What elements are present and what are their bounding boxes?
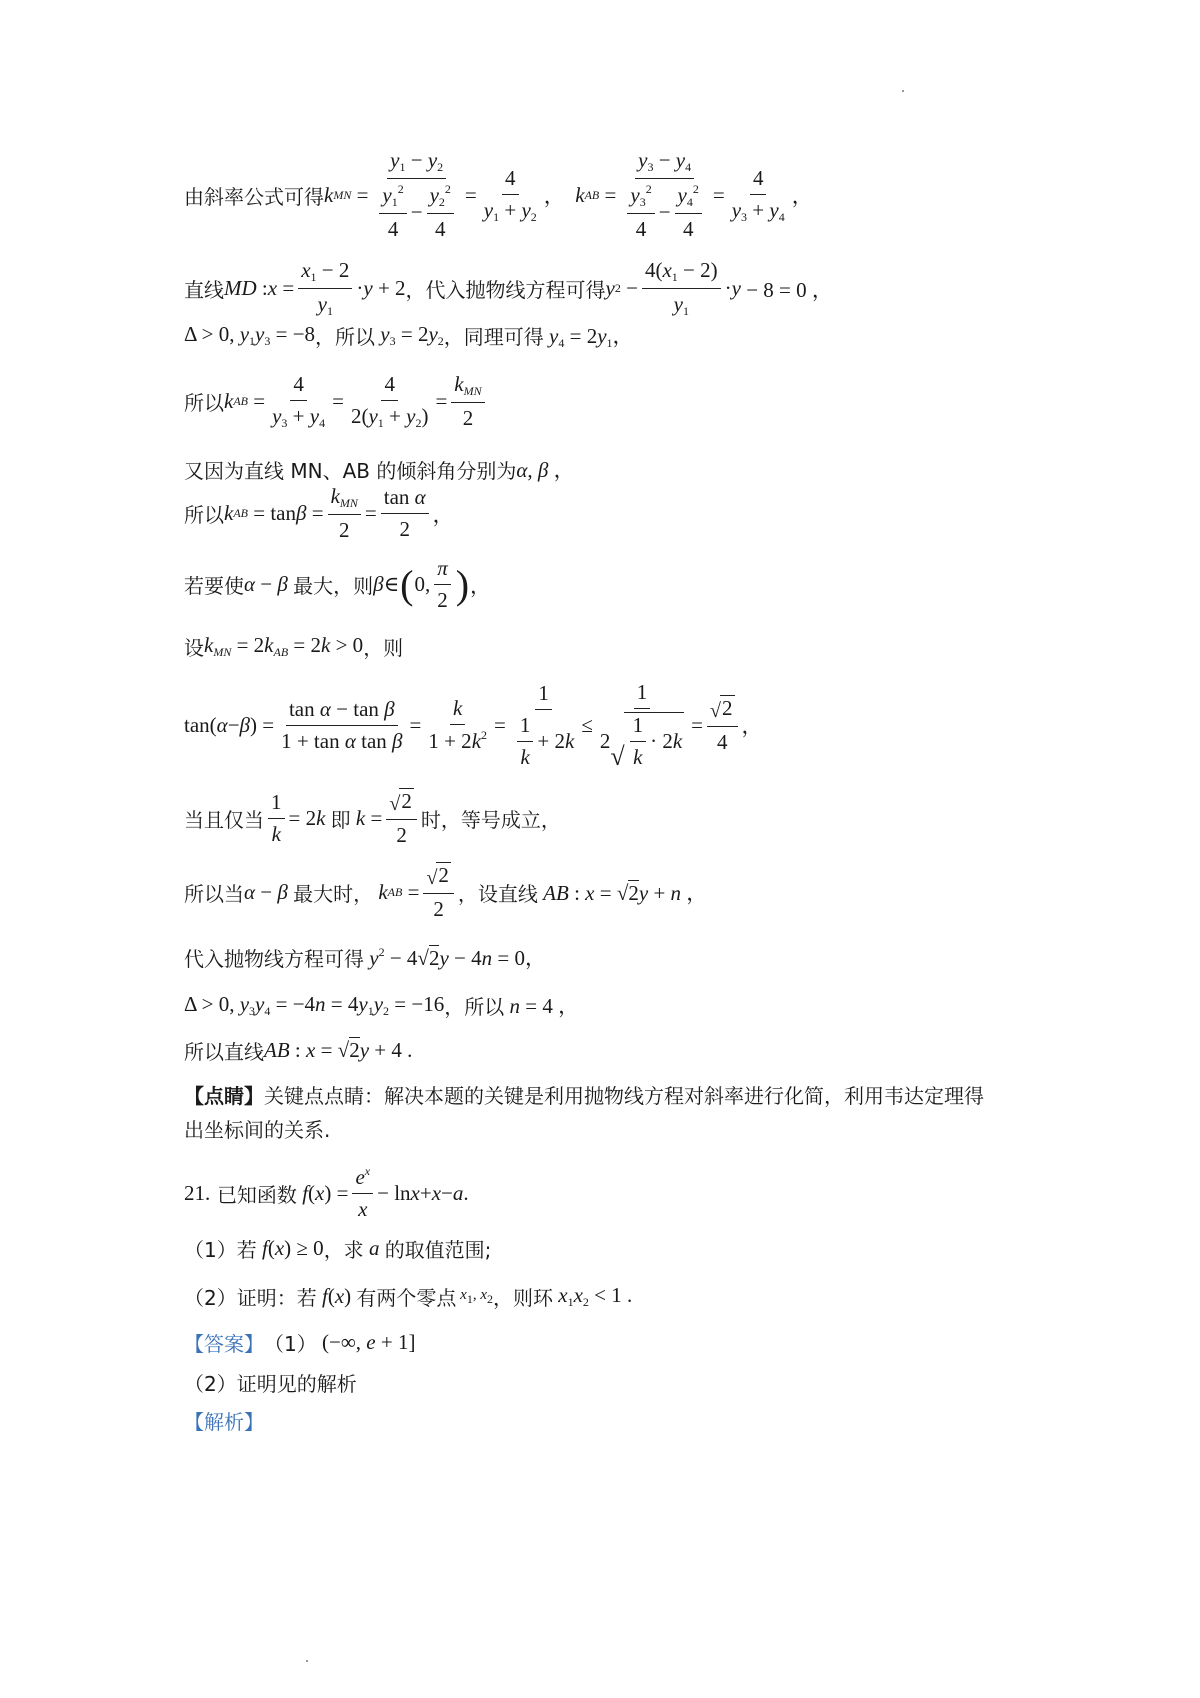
formula: α − β bbox=[244, 572, 288, 596]
analysis-label-line bbox=[184, 1406, 264, 1435]
formula: k AB = tan β = $\frac{k_{MN}}{2}$ = $\frac{\text{tan α}}{2}$ ， bbox=[224, 484, 454, 542]
formula: k AB = $\frac{4}{y_3 + y_4}$ = $\frac{4}{2(y_1 + y_2)}$ = $\frac{k_{MN}}{2}$ bbox=[224, 372, 489, 431]
text: ，则环 bbox=[493, 1286, 553, 1310]
text: 所以 bbox=[184, 503, 224, 527]
question-21 bbox=[184, 1164, 469, 1222]
scan-dot bbox=[902, 90, 904, 92]
text: 时，等号成立， bbox=[420, 807, 561, 832]
formula: Δ > 0, $y_3y_4 = -4n = 4y_1y_2 = -16$ bbox=[184, 991, 445, 1018]
answer-part-2 bbox=[184, 1368, 357, 1397]
text: 设 bbox=[184, 636, 204, 660]
text: 直线 bbox=[184, 278, 224, 302]
formula: $x_1$, $x_2$ bbox=[460, 1286, 493, 1306]
kab-line bbox=[184, 372, 489, 431]
formula: n = 4 ， bbox=[509, 994, 580, 1018]
text: 又因为直线 MN、AB 的倾斜角分别为 bbox=[184, 458, 517, 483]
formula: tan( α − β ) = $\frac{\text{tan α − tan β}}{\text{1 + tan α tan β}}$ = $\frac{k}{1 + 2k^2}$ = 1 $\frac{1}{k}$ + 2 k ≤ 1 2 √ $\frac{1}{k}$ · 2 k = √ 2 4 ， bbox=[184, 680, 763, 771]
note-text: 关键点点睛：解决本题的关键是利用抛物线方程对斜率进行化简，利用韦达定理得 bbox=[264, 1084, 984, 1108]
slope-formula-line bbox=[184, 148, 813, 242]
text: 若要使 bbox=[184, 574, 244, 598]
formula-sub: y 2 − $\frac{4(x_1 - 2)}{y_1}$ · y − 8 = 0 ， bbox=[605, 258, 833, 318]
question-number: 21. bbox=[184, 1180, 211, 1205]
formula: f(x) ≥ 0 bbox=[261, 1236, 324, 1260]
text: 代入抛物线方程可得 bbox=[184, 946, 364, 971]
note-text: 出坐标间的关系. bbox=[184, 1118, 331, 1142]
formula: AB : x = √2y + n ， bbox=[543, 881, 708, 905]
max-ab-line bbox=[184, 862, 707, 922]
text: 最大，则 bbox=[293, 574, 374, 598]
text: 所以当 bbox=[184, 881, 244, 906]
text: 所以直线 bbox=[184, 1040, 264, 1064]
max-line bbox=[184, 556, 491, 613]
text: （2）证明见的解析 bbox=[184, 1372, 357, 1396]
question-stem: 已知函数 bbox=[216, 1182, 297, 1207]
formula-md: MD : x = $\frac{x_1 - 2}{y_1}$ · y + 2 bbox=[224, 258, 406, 318]
n-line bbox=[184, 990, 579, 1020]
formula: $y_3 = 2y_2$ bbox=[380, 322, 444, 348]
text: 当且仅当 bbox=[184, 807, 264, 832]
answer-line bbox=[184, 1328, 415, 1357]
line-md bbox=[184, 258, 833, 319]
answer-label: 【答案】 bbox=[184, 1332, 264, 1356]
formula: α − β bbox=[244, 879, 288, 904]
result-line bbox=[184, 1036, 412, 1065]
text: 的取值范围; bbox=[384, 1238, 492, 1262]
text: 有两个零点 bbox=[356, 1286, 457, 1310]
formula: f(x) bbox=[321, 1284, 357, 1308]
question-part-1 bbox=[184, 1234, 491, 1263]
substitute-line bbox=[184, 942, 546, 972]
text: ，代入抛物线方程可得 bbox=[405, 278, 606, 302]
formula: (−∞, e + 1] bbox=[316, 1330, 416, 1354]
formula: $y^2 - 4√2y - 4n = 0$， bbox=[369, 945, 546, 970]
discriminant-line bbox=[184, 320, 634, 351]
formula: k = √ 2 2 bbox=[351, 788, 421, 848]
equality-line bbox=[184, 788, 561, 848]
formula: $y_4 = 2y_1$， bbox=[549, 324, 634, 350]
formula: $\frac{1}{k}$ = 2 k bbox=[264, 790, 331, 847]
formula: AB : x = √2y + 4 . bbox=[264, 1038, 413, 1062]
text: 即 bbox=[330, 807, 351, 832]
tanbeta-line bbox=[184, 484, 454, 543]
text: （2）证明：若 bbox=[184, 1286, 317, 1310]
text: ，设直线 bbox=[457, 881, 538, 906]
formula-kmn: k MN = $y_1 - y_2$ $\frac{y_1^2}{4}$ − $\frac{y_2^2}{4}$ = $\frac{4}{y_1 + y_2}$ ， k AB = $y_3 - y_4$ $\frac{y_3^2}{4}$ − $\frac{y_4^2}{4}$ = $\frac{4}{y_3 + y_4}$ ， bbox=[324, 148, 813, 241]
text: ，则 bbox=[363, 636, 404, 660]
note-label: 【点睛】 bbox=[184, 1084, 264, 1108]
text: （1）若 bbox=[184, 1238, 257, 1262]
question-part-2 bbox=[184, 1282, 632, 1311]
scan-dot bbox=[306, 1660, 308, 1662]
key-point-note bbox=[184, 1080, 984, 1109]
text: ，所以 bbox=[444, 994, 505, 1019]
text: 所以 bbox=[184, 391, 224, 415]
set-k-line bbox=[184, 632, 403, 661]
formula: α, β ， bbox=[516, 458, 575, 482]
text: 由斜率公式可得 bbox=[184, 184, 324, 209]
text: ，求 bbox=[323, 1238, 364, 1262]
text: 最大时， bbox=[293, 881, 374, 906]
formula: Δ > 0, $y_1y_3 = -8$ bbox=[184, 322, 316, 348]
key-point-note-cont bbox=[184, 1114, 330, 1143]
angle-line bbox=[184, 454, 575, 484]
formula: β ∈ ( 0, $\frac{\pi}{2}$ ) ， bbox=[373, 556, 492, 612]
formula: k AB = √ 2 2 bbox=[373, 862, 458, 922]
formula: $x_1x_2 < 1$ . bbox=[558, 1283, 633, 1309]
text: ，同理可得 bbox=[443, 325, 544, 349]
analysis-label: 【解析】 bbox=[184, 1410, 264, 1434]
formula: $k_{MN} = 2k_{AB} = 2k > 0$ bbox=[204, 633, 364, 659]
text: （1） bbox=[264, 1332, 317, 1356]
text: ，所以 bbox=[315, 325, 376, 349]
formula: a bbox=[368, 1236, 380, 1260]
formula: f ( x ) = $\frac{e^x}{x}$ − ln x + x − a . bbox=[302, 1164, 469, 1221]
tan-diff-line bbox=[184, 680, 763, 770]
